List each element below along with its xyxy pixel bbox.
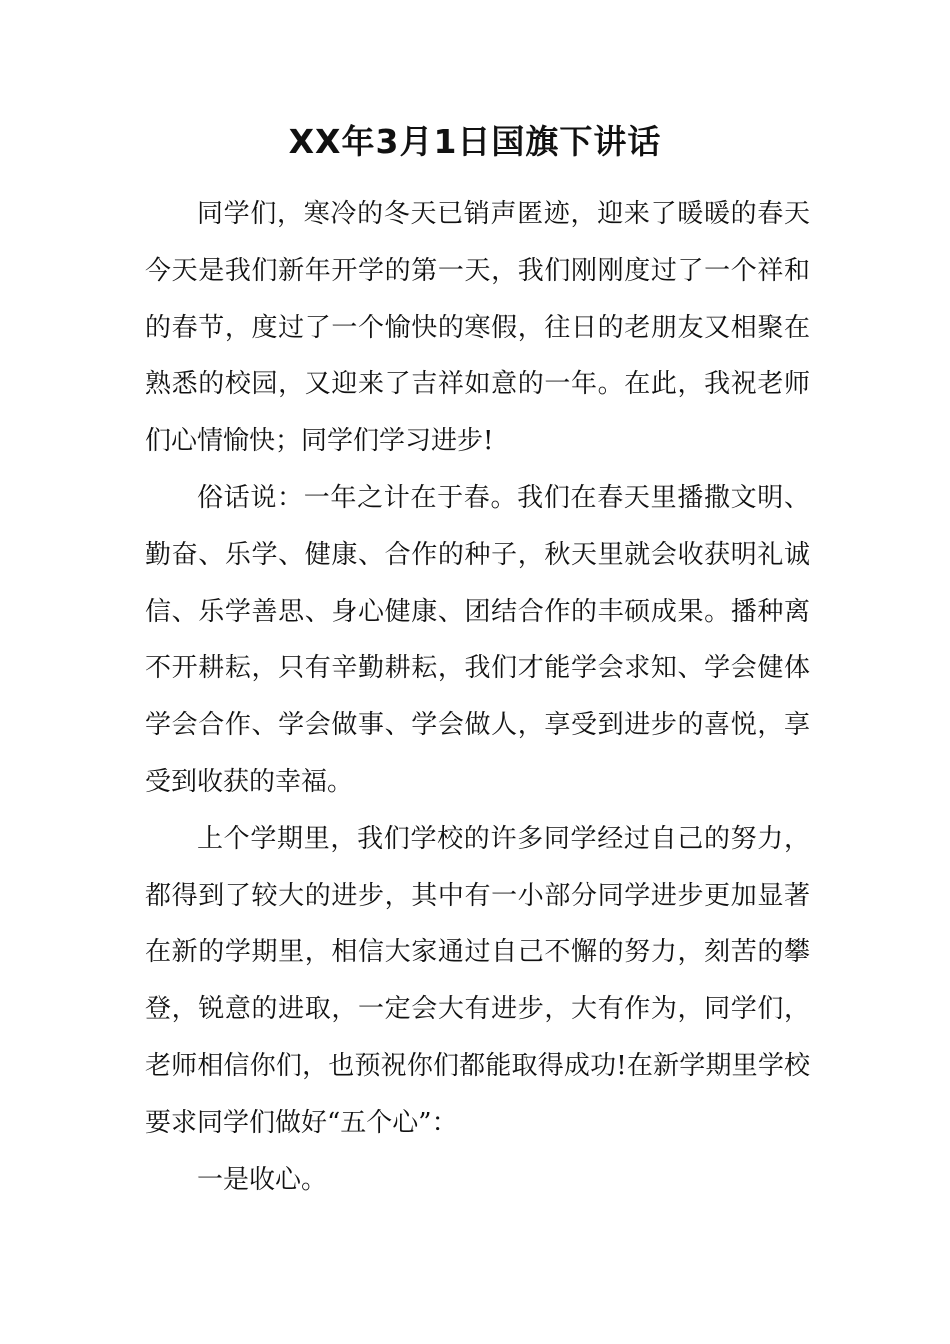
paragraph-greeting: 同学们，寒冷的冬天已销声匿迹，迎来了暖暖的春天今天是我们新年开学的第一天，我们刚刚度过了一个祥和的春节，度过了一个愉快的寒假，往日的老朋友又相聚在熟悉的校园，又迎来了吉祥如意的一年。在此，我祝老师们心情愉快；同学们学习进步! <box>145 199 810 457</box>
paragraph-first-heart: 一是收心。 <box>197 1164 328 1195</box>
paragraph-spring-saying: 俗话说：一年之计在于春。我们在春天里播撒文明、勤奋、乐学、健康、合作的种子，秋天里就会收获明礼诚信、乐学善思、身心健康、团结合作的丰硕成果。播种离不开耕耘，只有辛勤耕耘，我们才能学会求知、学会健体学会合作、学会做事、学会做人，享受到进步的喜悦，享受到收获的幸福。 <box>145 482 810 797</box>
page-title: XX年3月1日国旗下讲话 <box>288 122 662 161</box>
document-body <box>145 186 810 1208</box>
paragraph-last-semester: 上个学期里，我们学校的许多同学经过自己的努力，都得到了较大的进步，其中有一小部分同学进步更加显著在新的学期里，相信大家通过自己不懈的努力，刻苦的攀登，锐意的进取，一定会大有进步，大有作为，同学们，老师相信你们，也预祝你们都能取得成功!在新学期里学校要求同学们做好“五个心”： <box>145 823 810 1138</box>
